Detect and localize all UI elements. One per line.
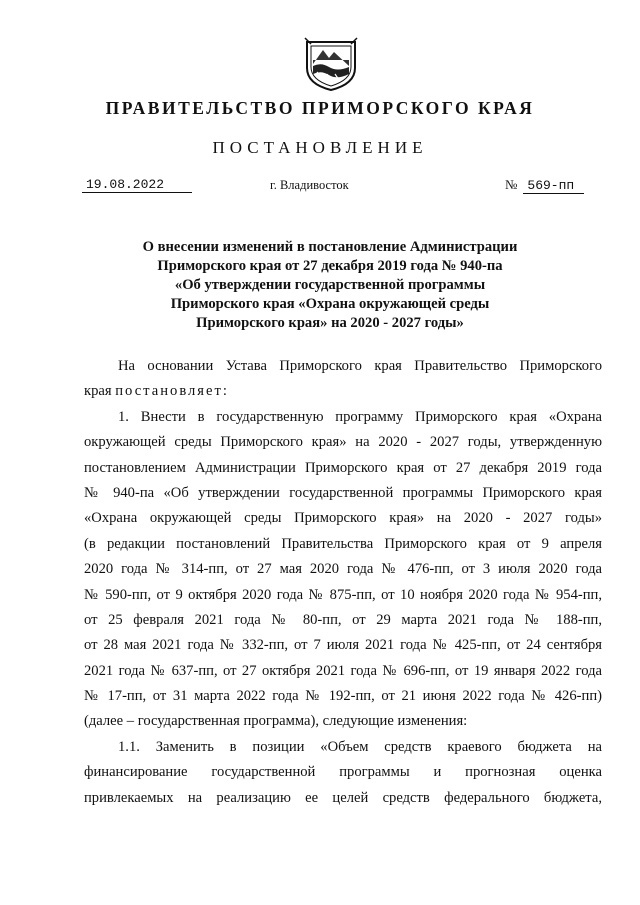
body-line: (далее – государственная программа), следующие изменения: [84, 713, 468, 730]
number-label: № [505, 177, 518, 192]
document-body [84, 354, 602, 811]
heading-line: О внесении изменений в постановление Администрации [142, 239, 518, 255]
heading-line: Приморского края «Охрана окружающей среды [170, 296, 490, 312]
document-city: г. Владивосток [270, 178, 349, 192]
body-line: финансирование государственной программы и прогнозная оценка [84, 764, 602, 781]
body-line: 1.1. Заменить в позиции «Объем средств краевого бюджета на [118, 738, 602, 755]
body-line: от 25 февраля 2021 года № 80-пп, от 29 марта 2021 года № 188-пп, [84, 611, 602, 628]
body-line: 2021 года № 637-пп, от 27 октября 2021 года № 696-пп, от 19 января 2022 года [84, 662, 602, 679]
number-value: 569-пп [523, 178, 584, 194]
heading-line: «Об утверждении государственной программы [174, 277, 486, 293]
heading-line: Приморского края» на 2020 - 2027 годы» [196, 315, 464, 331]
government-title: ПРАВИТЕЛЬСТВО ПРИМОРСКОГО КРАЯ [105, 98, 535, 118]
body-line: 2020 года № 314-пп, от 27 мая 2020 года № 476-пп, от 3 июля 2020 года [84, 561, 602, 578]
intro-text: края [84, 383, 116, 400]
body-line: привлекаемых на реализацию ее целей средств федерального бюджета, [84, 789, 602, 806]
heading-line: Приморского края от 27 декабря 2019 года № 940-па [157, 258, 503, 274]
intro-keyword: постановляет: [115, 383, 229, 400]
document-date: 19.08.2022 [82, 178, 192, 193]
coat-of-arms-emblem [301, 34, 361, 92]
body-line: № 17-пп, от 31 марта 2022 года № 192-пп, от 21 июня 2022 года № 426-пп) [84, 688, 602, 705]
body-line [84, 379, 602, 404]
body-line: постановлением Администрации Приморского края от 27 декабря 2019 года [84, 459, 602, 476]
document-heading [100, 238, 560, 333]
body-line: На основании Устава Приморского края Правительство Приморского [118, 358, 602, 374]
body-line: «Охрана окружающей среды Приморского края» на 2020 - 2027 годы» [84, 510, 602, 527]
body-line: (в редакции постановлений Правительства Приморского края от 9 апреля [84, 535, 602, 552]
body-line: № 940-па «Об утверждении государственной программы Приморского края [84, 484, 602, 501]
body-line: от 28 мая 2021 года № 332-пп, от 7 июля 2021 года № 425-пп, от 24 сентября [84, 637, 602, 654]
body-line: 1. Внести в государственную программу Приморского края «Охрана [118, 408, 602, 425]
body-line: № 590-пп, от 9 октября 2020 года № 875-пп, от 10 ноября 2020 года № 954-пп, [84, 586, 602, 603]
body-line: окружающей среды Приморского края» на 2020 - 2027 годы, утвержденную [84, 434, 602, 451]
document-type: ПОСТАНОВЛЕНИЕ [212, 138, 428, 157]
document-number [505, 178, 584, 193]
